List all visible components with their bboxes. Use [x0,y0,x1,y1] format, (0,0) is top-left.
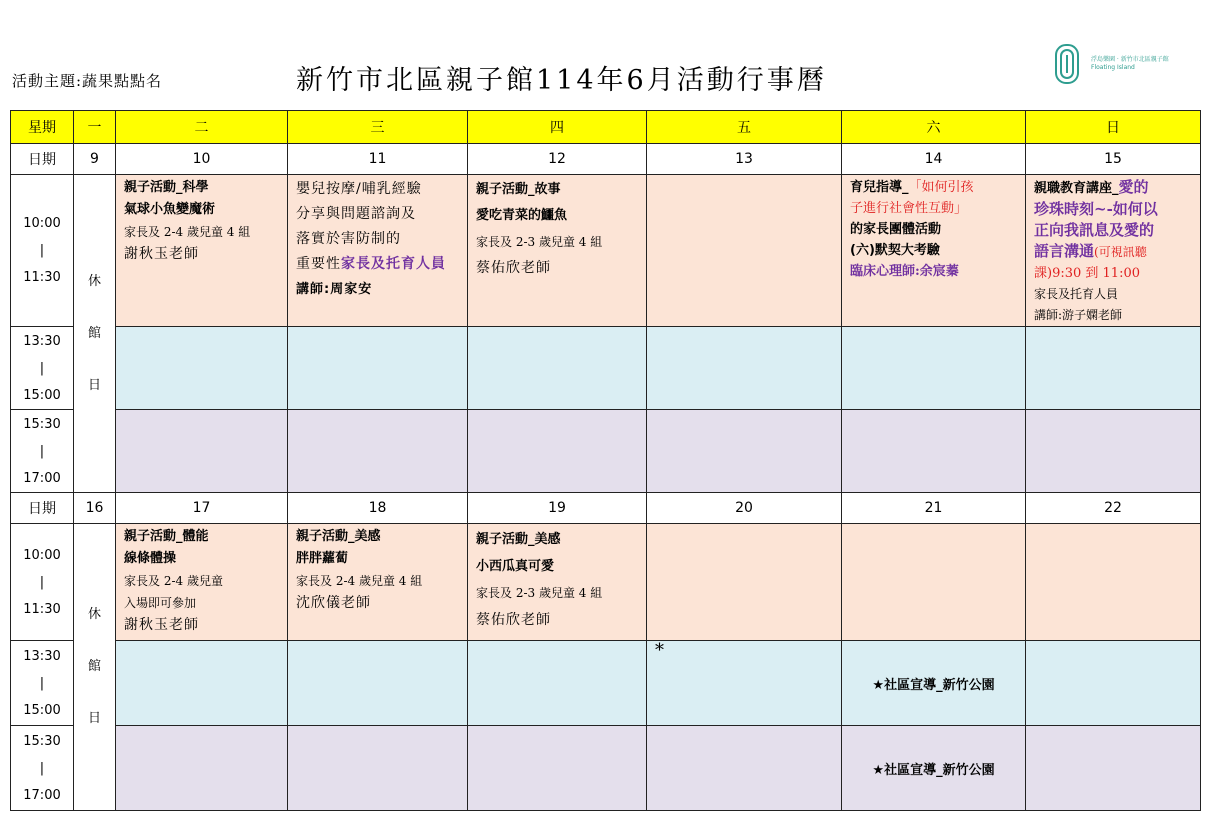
date-cell: 13 [647,144,842,175]
event-cell [116,524,288,641]
weekday-sat: 六 [842,111,1026,144]
empty-cell [116,327,288,410]
afternoon-row-2 [11,410,1201,493]
time-end: 15:00 [23,387,61,403]
date-cell: 19 [468,493,647,524]
time-slot-afternoon-2 [11,410,74,493]
event-subtitle: 線條體操 [124,551,177,566]
date-label: 日期 [11,144,74,175]
event-teacher: 沈欣儀老師 [296,595,371,611]
time-start: 13:30 [23,648,61,664]
event-audience: 家長及托育人員 [341,256,446,272]
event-teacher: 蔡佑欣老師 [476,260,551,276]
event-line [296,252,459,277]
time-slot-morning [11,175,74,327]
event-highlight: 子進行社會性互動」 [850,201,968,216]
time-separator: | [39,574,45,590]
date-cell: 18 [288,493,468,524]
event-subtitle: (六)默契大考驗 [850,243,940,258]
time-end: 15:00 [23,702,61,718]
event-cell [288,175,468,327]
event-highlight: 珍珠時刻~-如何以 [1034,200,1158,218]
event-cell [116,175,288,327]
asterisk-mark: * [655,640,664,661]
empty-cell [647,410,842,493]
event [288,175,467,302]
event-line: 分享與問題諮詢及 [296,206,416,222]
event [842,175,1025,282]
empty-cell [842,524,1026,641]
calendar-table [10,110,1201,811]
event-line: 落實於害防制的 [296,231,401,247]
closed-char: 休 [87,273,101,289]
event-title: 親子活動_體能 [124,529,209,544]
time-start: 10:00 [23,547,61,563]
date-cell: 10 [116,144,288,175]
event-note: 課)9:30 到 11:00 [1034,266,1140,281]
time-end: 17:00 [23,470,61,486]
event-cell [842,175,1026,327]
event [468,524,646,634]
event-audience: 家長及 2-3 歲兒童 4 組 [476,586,603,600]
empty-cell [647,524,842,641]
event-audience: 家長及 2-3 歲兒童 4 組 [476,235,603,249]
event [468,175,646,281]
time-slot-afternoon-2 [11,726,74,811]
date-cell: 22 [1026,493,1201,524]
empty-cell [842,410,1026,493]
date-cell: 16 [74,493,116,524]
empty-cell [647,327,842,410]
weekday-mon: 一 [74,111,116,144]
logo-text [1091,56,1169,72]
time-end: 17:00 [23,787,61,803]
activity-theme: 活動主題:蔬果點點名 [12,72,163,90]
event-title: 育兒指導_ [850,180,909,195]
closed-day-cell [74,524,116,811]
time-slot-afternoon-1 [11,327,74,410]
empty-cell [1026,726,1201,811]
weekday-wed: 三 [288,111,468,144]
weekday-tue: 二 [116,111,288,144]
event-subtitle: 的家長團體活動 [850,222,942,237]
empty-cell [842,327,1026,410]
event-cell [468,175,647,327]
date-row [11,493,1201,524]
empty-cell [288,726,468,811]
time-slot-morning [11,524,74,641]
event [116,175,287,265]
time-slot-afternoon-1 [11,641,74,726]
logo-subname: Floating Island [1091,64,1135,71]
event-cell [1026,175,1201,327]
event-title: 親職教育講座_ [1034,181,1119,196]
date-cell: 12 [468,144,647,175]
page-title: 新竹市北區親子館114年6月活動行事曆 [296,65,827,96]
afternoon-row-2 [11,726,1201,811]
event-highlight: 正向我訊息及愛的 [1034,221,1155,239]
event-teacher: 講師:游子嫻老師 [1034,308,1123,322]
event-cell [647,641,842,726]
empty-cell [1026,641,1201,726]
event-title: 親子活動_故事 [476,182,561,197]
empty-cell [116,641,288,726]
event-cell [288,524,468,641]
closed-char: 休 [87,607,101,622]
date-cell: 21 [842,493,1026,524]
empty-cell [288,327,468,410]
event-community-promo: ★社區宣導_新竹公園 [842,641,1026,726]
time-start: 10:00 [23,216,61,231]
event-teacher: 謝秋玉老師 [124,617,199,633]
afternoon-row-1 [11,327,1201,410]
event-teacher: 謝秋玉老師 [124,246,199,262]
date-cell: 11 [288,144,468,175]
event-line [850,177,1017,198]
empty-cell [288,641,468,726]
event-community-promo: ★社區宣導_新竹公園 [842,726,1026,811]
closed-char: 日 [87,377,101,393]
date-cell: 15 [1026,144,1201,175]
morning-row [11,524,1201,641]
closed-char: 館 [87,659,101,674]
empty-cell [116,726,288,811]
event-highlight: 語言溝通 [1034,242,1095,260]
empty-cell [468,726,647,811]
morning-row [11,175,1201,327]
time-separator: | [39,360,45,376]
event-teacher: 講師:周家安 [296,282,373,297]
event [288,524,467,614]
weekday-header-row [11,111,1201,144]
afternoon-row-1 [11,641,1201,726]
event-line-text: 重要性 [296,256,341,272]
event-title: 親子活動_科學 [124,180,209,195]
logo [1055,44,1185,86]
empty-cell [647,726,842,811]
empty-cell [647,175,842,327]
logo-icon [1055,44,1079,84]
event-subtitle: 胖胖蘿蔔 [296,551,349,566]
event-line [1034,241,1192,263]
time-start: 13:30 [23,333,61,349]
weekday-fri: 五 [647,111,842,144]
event-audience: 家長及 2-4 歲兒童 4 組 [124,225,251,239]
event-subtitle: 愛吃青菜的鱷魚 [476,208,568,223]
time-end: 11:30 [23,601,61,617]
empty-cell [468,641,647,726]
event-title: 親子活動_美感 [476,532,561,547]
event-teacher: 蔡佑欣老師 [476,612,551,628]
weekday-thu: 四 [468,111,647,144]
event-audience: 入場即可參加 [124,596,197,610]
closed-day-cell [74,175,116,493]
event-line [1034,177,1192,199]
empty-cell [468,410,647,493]
event-audience: 家長及托育人員 [1034,287,1119,301]
event-highlight: 「如何引孩 [908,180,974,195]
date-cell: 20 [647,493,842,524]
event-line: 嬰兒按摩/哺乳經驗 [296,181,422,197]
date-cell: 17 [116,493,288,524]
empty-cell [116,410,288,493]
time-separator: | [39,760,45,776]
event-audience: 家長及 2-4 歲兒童 [124,574,223,588]
event-highlight: 愛的 [1118,178,1149,196]
date-label: 日期 [11,493,74,524]
event-teacher: 臨床心理師:余宸蓁 [850,264,959,279]
time-end: 11:30 [23,270,61,285]
weekday-label: 星期 [11,111,74,144]
event [116,524,287,636]
time-separator: | [39,675,45,691]
time-separator: | [39,243,45,258]
empty-cell [1026,524,1201,641]
event-subtitle: 氣球小魚變魔術 [124,202,216,217]
event-audience: 家長及 2-4 歲兒童 4 組 [296,574,423,588]
closed-char: 館 [87,325,101,341]
date-cell: 14 [842,144,1026,175]
empty-cell [1026,327,1201,410]
closed-char: 日 [87,711,101,726]
weekday-sun: 日 [1026,111,1201,144]
event-subtitle: 小西瓜真可愛 [476,559,555,574]
time-separator: | [39,443,45,459]
logo-name: 浮島樂園 · 新竹市北區親子館 [1091,56,1169,63]
event-cell [468,524,647,641]
date-cell: 9 [74,144,116,175]
date-row [11,144,1201,175]
time-start: 15:30 [23,416,61,432]
time-start: 15:30 [23,733,61,749]
event-note: (可視訊聽 [1094,245,1147,259]
event-title: 親子活動_美感 [296,529,381,544]
empty-cell [1026,410,1201,493]
empty-cell [288,410,468,493]
empty-cell [468,327,647,410]
event [1026,175,1200,326]
